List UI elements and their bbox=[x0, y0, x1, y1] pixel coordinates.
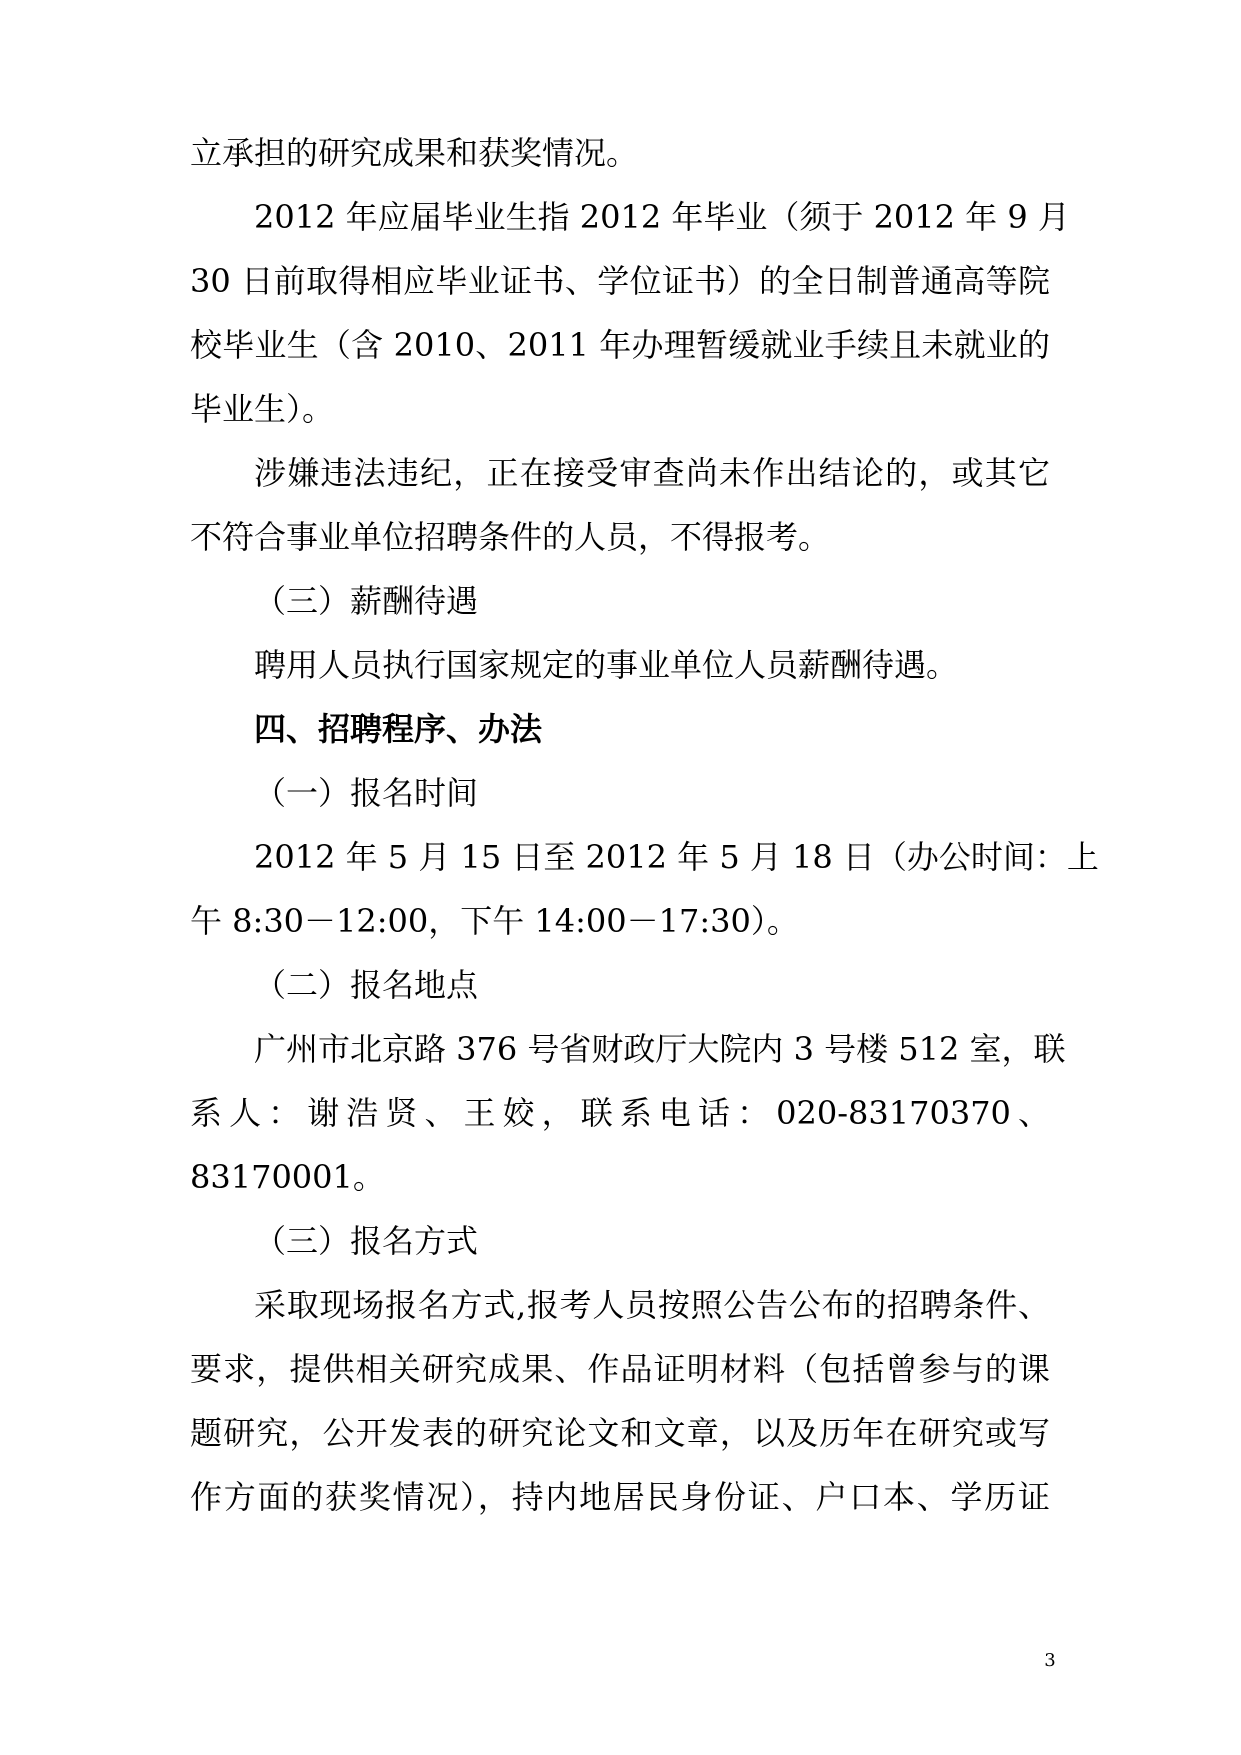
text-line-1: 立承担的研究成果和获奖情况。 bbox=[190, 134, 639, 172]
text-line-16: 系人：谢浩贤、王姣，联系电话：020-83170370、 bbox=[190, 1094, 1050, 1132]
text-line-17: 83170001。 bbox=[190, 1158, 385, 1196]
text-line-15: 广州市北京路 376 号省财政厅大院内 3 号楼 512 室，联 bbox=[254, 1030, 1066, 1068]
text-line-21: 题研究，公开发表的研究论文和文章，以及历年在研究或写 bbox=[190, 1414, 1050, 1452]
text-line-2: 2012 年应届毕业生指 2012 年毕业（须于 2012 年 9 月 bbox=[254, 198, 1070, 236]
text-line-13: 午 8:30－12:00，下午 14:00－17:30）。 bbox=[190, 902, 799, 940]
subheading-registration-location: （二）报名地点 bbox=[254, 966, 479, 1004]
text-line-22: 作方面的获奖情况），持内地居民身份证、户口本、学历证 bbox=[190, 1478, 1050, 1516]
text-line-5: 毕业生）。 bbox=[190, 390, 335, 428]
section-heading-procedure: 四、招聘程序、办法 bbox=[254, 710, 543, 748]
text-line-19: 采取现场报名方式,报考人员按照公告公布的招聘条件、 bbox=[254, 1286, 1050, 1324]
text-line-3: 30 日前取得相应毕业证书、学位证书）的全日制普通高等院 bbox=[190, 262, 1050, 300]
text-line-7: 不符合事业单位招聘条件的人员，不得报考。 bbox=[190, 518, 831, 556]
text-line-12: 2012 年 5 月 15 日至 2012 年 5 月 18 日（办公时间：上 bbox=[254, 838, 1099, 876]
subheading-registration-method: （三）报名方式 bbox=[254, 1222, 479, 1260]
page-number: 3 bbox=[1044, 1650, 1056, 1671]
subheading-salary: （三）薪酬待遇 bbox=[254, 582, 479, 620]
text-line-4: 校毕业生（含 2010、2011 年办理暂缓就业手续且未就业的 bbox=[190, 326, 1050, 364]
text-line-9: 聘用人员执行国家规定的事业单位人员薪酬待遇。 bbox=[254, 646, 959, 684]
text-line-20: 要求，提供相关研究成果、作品证明材料（包括曾参与的课 bbox=[190, 1350, 1050, 1388]
text-line-6: 涉嫌违法违纪，正在接受审查尚未作出结论的，或其它 bbox=[254, 454, 1050, 492]
subheading-registration-time: （一）报名时间 bbox=[254, 774, 479, 812]
